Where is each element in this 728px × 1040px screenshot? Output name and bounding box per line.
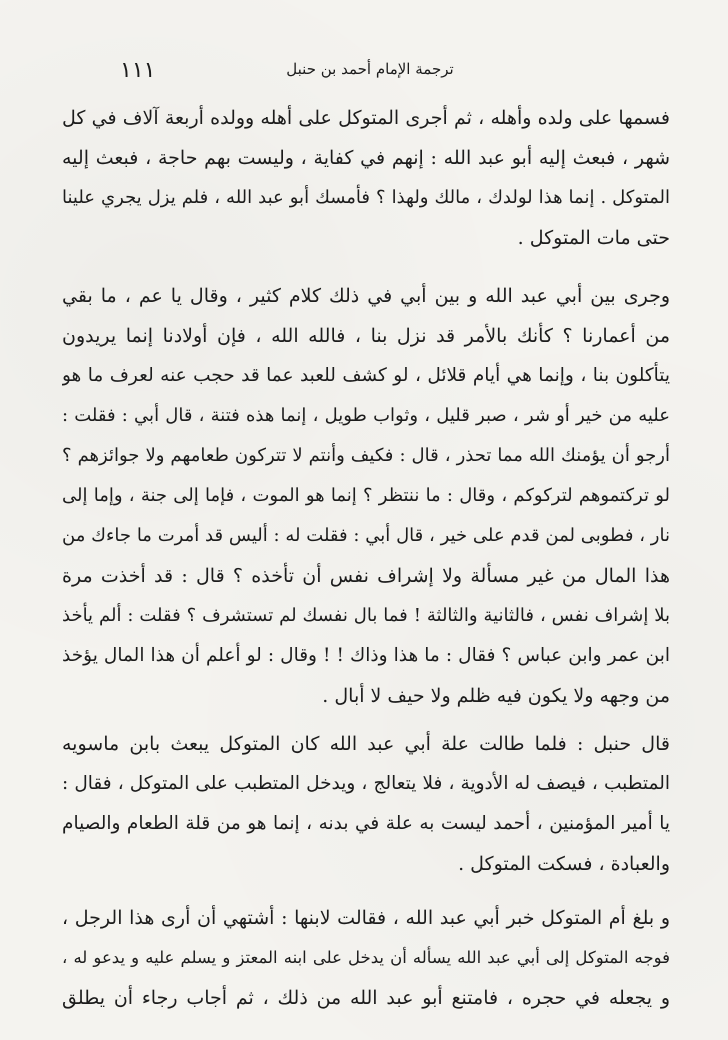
text-line: المتطبب ، فيصف له الأدوية ، فلا يتعالج ، ويدخل المتطبب على المتوكل ، فقال : xyxy=(62,773,670,794)
text-line: والعبادة ، فسكت المتوكل . xyxy=(458,853,670,875)
paragraph-4 xyxy=(62,898,670,1018)
paragraph-1 xyxy=(62,98,670,258)
text-line: أرجو أن يؤمنك الله مما تحذر ، قال : فكيف وأنتم لا تتركون طعامهم ولا جوائزهم ؟ xyxy=(62,445,670,466)
text-line: قال حنبل : فلما طالت علة أبي عبد الله كان المتوكل يبعث بابن ماسويه xyxy=(62,733,670,755)
text-line: عليه من خير أو شر ، صبر قليل ، وثواب طويل ، إنما هذه فتنة ، قال أبي : فقلت : xyxy=(62,405,670,426)
text-line: يا أمير المؤمنين ، أحمد ليست به علة في بدنه ، إنما هو من قلة الطعام والصيام xyxy=(62,813,670,834)
text-line: من وجهه ولا يكون فيه ظلم ولا حيف لا أبال . xyxy=(322,685,670,707)
text-line: المتوكل . إنما هذا لولدك ، مالك ولهذا ؟ فأمسك أبو عبد الله ، فلم يزل يجري علينا xyxy=(62,187,670,208)
running-title: ترجمة الإمام أحمد بن حنبل xyxy=(286,60,454,78)
text-line: و بلغ أم المتوكل خبر أبي عبد الله ، فقالت لابنها : أشتهي أن أرى هذا الرجل ، xyxy=(62,907,670,929)
text-line: من أعمارنا ؟ كأنك بالأمر قد نزل بنا ، فالله الله ، فإن أولادنا إنما يريدون xyxy=(62,325,670,347)
text-line: هذا المال من غير مسألة ولا إشراف نفس أن تأخذه ؟ قال : قد أخذت مرة xyxy=(62,565,670,587)
text-line: حتى مات المتوكل . xyxy=(517,227,670,249)
text-line: يتأكلون بنا ، وإنما هي أيام قلائل ، لو كشف للعبد عما قد حجب عنه لعرف ما هو xyxy=(62,365,670,386)
page-number: ١١١ xyxy=(120,58,156,83)
text-line: و يجعله في حجره ، فامتنع أبو عبد الله من ذلك ، ثم أجاب رجاء أن يطلق xyxy=(62,987,670,1009)
text-line: وجرى بين أبي عبد الله و بين أبي في ذلك كلام كثير ، وقال يا عم ، ما بقي xyxy=(62,285,670,307)
text-line: فوجه المتوكل إلى أبي عبد الله يسأله أن يدخل على ابنه المعتز و يسلم عليه و يدعو له ، xyxy=(62,948,670,967)
text-line: نار ، فطوبى لمن قدم على خير ، قال أبي : فقلت له : أليس قد أمرت ما جاءك من xyxy=(62,525,670,546)
text-line: فسمها على ولده وأهله ، ثم أجرى المتوكل على أهله وولده أربعة آلاف في كل xyxy=(62,107,670,129)
text-line: ابن عمر وابن عباس ؟ فقال : ما هذا وذاك ! ! وقال : لو أعلم أن هذا المال يؤخذ xyxy=(62,645,670,666)
text-line: بلا إشراف نفس ، فالثانية والثالثة ! فما بال نفسك لم تستشرف ؟ فقلت : ألم يأخذ xyxy=(62,605,670,626)
paragraph-2 xyxy=(62,276,670,716)
text-line: شهر ، فبعث إليه أبو عبد الله : إنهم في كفاية ، وليست بهم حاجة ، فبعث إليه xyxy=(62,147,670,169)
text-line: لو تركتموهم لتركوكم ، وقال : ما ننتظر ؟ إنما هو الموت ، فإما إلى جنة ، وإما إلى xyxy=(62,485,670,506)
page-header xyxy=(110,56,630,88)
paragraph-3 xyxy=(62,724,670,884)
